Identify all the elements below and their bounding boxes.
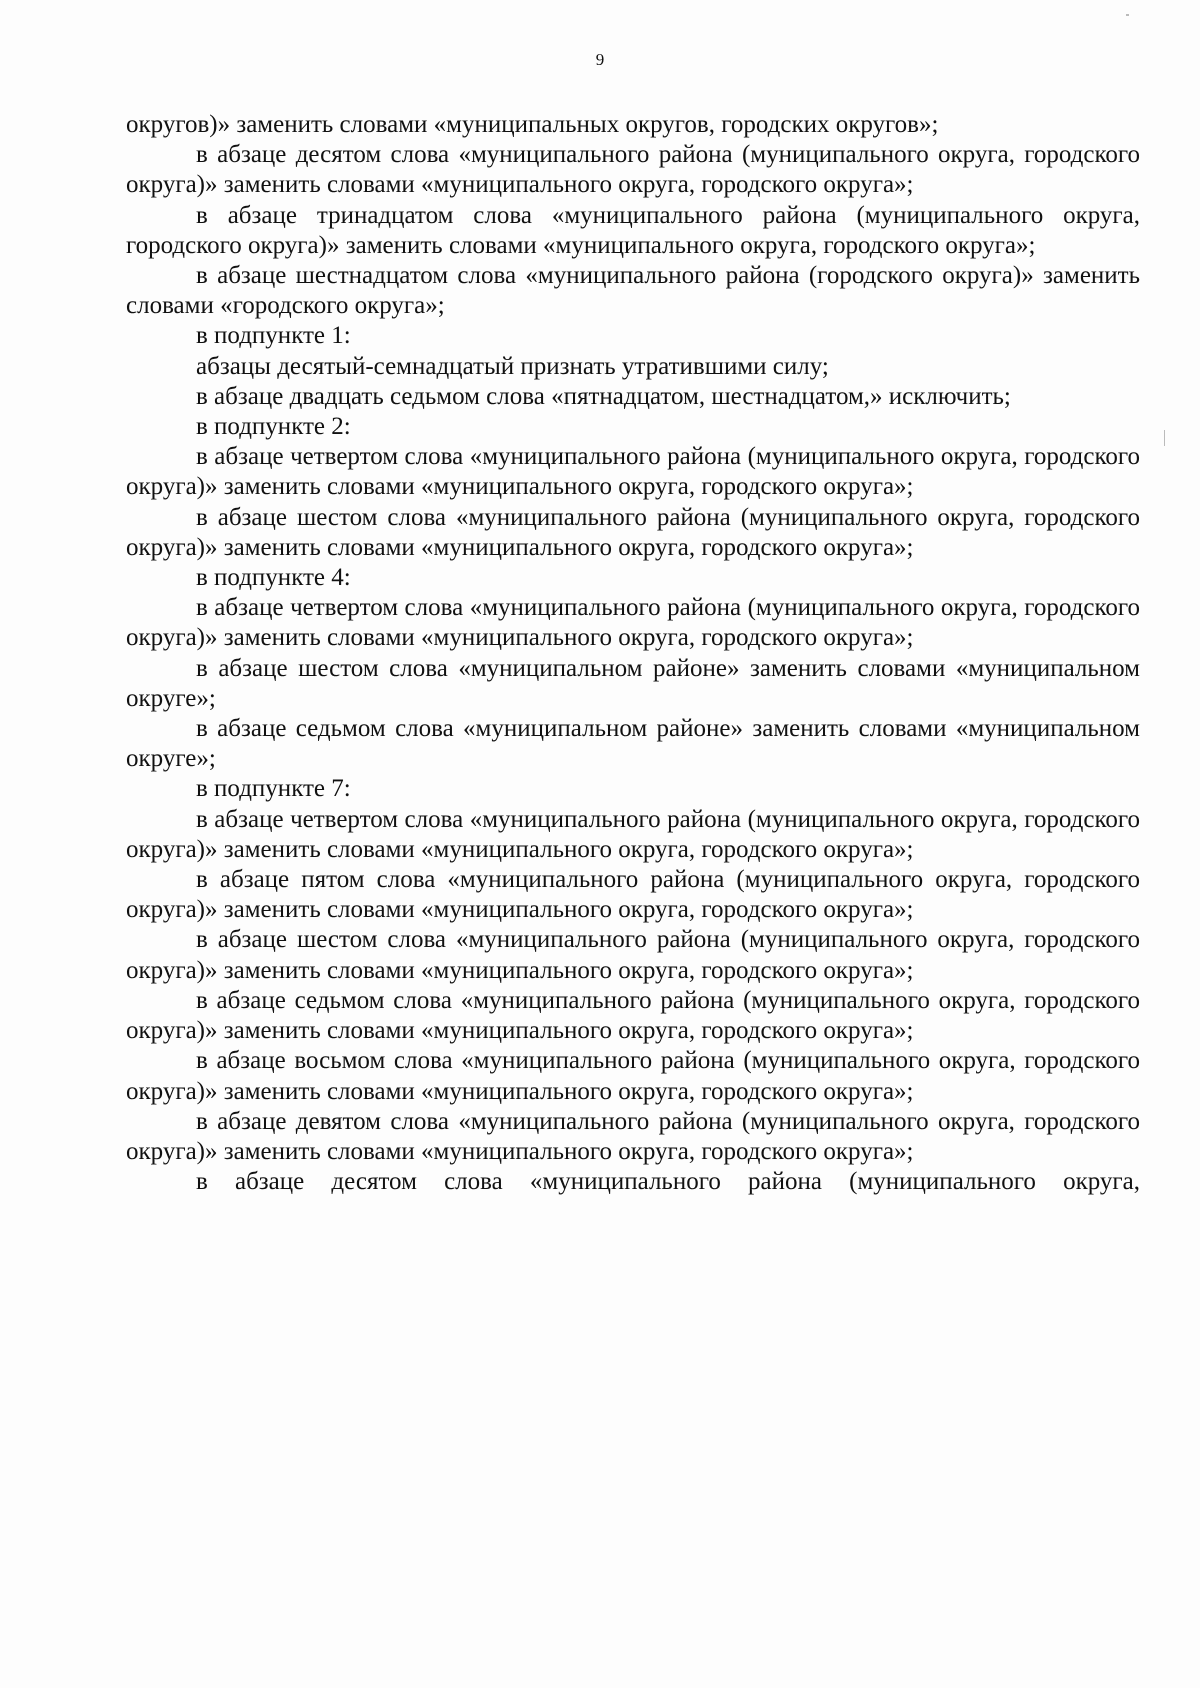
paragraph: в абзаце двадцать седьмом слова «пятнадцатом, шестнадцатом,» исключить; [196,382,1011,410]
paragraph: в абзаце десятом слова «муниципального района (муниципального округа, городского округа)» заменить словами «муниципального округа, городского округа»; [126,141,1140,199]
page-number: 9 [595,50,605,69]
paragraph: в подпункте 4: [196,564,351,592]
paragraph: в абзаце шестом слова «муниципальном районе» заменить словами «муниципальном округе»; [126,654,1140,712]
document-body [126,110,1140,1197]
paragraph: в абзаце седьмом слова «муниципальном районе» заменить словами «муниципальном округе»; [126,715,1140,773]
paragraph: в абзаце пятом слова «муниципального района (муниципального округа, городского округа)» заменить словами «муниципального округа, городского округа»; [126,866,1140,924]
paragraph: в подпункте 2: [196,413,351,441]
paragraph: в абзаце восьмом слова «муниципального района (муниципального округа, городского округа)» заменить словами «муниципального округа, городского округа»; [126,1047,1140,1105]
paragraph: в абзаце четвертом слова «муниципального района (муниципального округа, городского округа)» заменить словами «муниципального округа, городского округа»; [126,805,1140,863]
paragraph: в абзаце четвертом слова «муниципального района (муниципального округа, городского округа)» заменить словами «муниципального округа, городского округа»; [126,443,1140,501]
scan-speck [1126,14,1129,16]
paragraph: в подпункте 7: [196,775,351,803]
paragraph: в подпункте 1: [196,322,351,350]
paragraph: округов)» заменить словами «муниципальных округов, городских округов»; [126,111,939,138]
paragraph: в абзаце тринадцатом слова «муниципального района (муниципального округа, городского округа)» заменить словами «муниципального округа, городского округа»; [126,201,1140,259]
paragraph: в абзаце десятом слова «муниципального района (муниципального округа, [196,1168,1140,1196]
paragraph: в абзаце шестом слова «муниципального района (муниципального округа, городского округа)» заменить словами «муниципального округа, городского округа»; [126,926,1140,984]
paragraph: в абзаце четвертом слова «муниципального района (муниципального округа, городского округа)» заменить словами «муниципального округа, городского округа»; [126,594,1140,652]
paragraph: в абзаце шестом слова «муниципального района (муниципального округа, городского округа)» заменить словами «муниципального округа, городского округа»; [126,503,1140,561]
paragraph: в абзаце шестнадцатом слова «муниципального района (городского округа)» заменить словами «городского округа»; [126,262,1140,320]
scan-margin-mark [1164,430,1165,446]
paragraph: в абзаце девятом слова «муниципального района (муниципального округа, городского округа)» заменить словами «муниципального округа, городского округа»; [126,1107,1140,1165]
paragraph: в абзаце седьмом слова «муниципального района (муниципального округа, городского округа)» заменить словами «муниципального округа, городского округа»; [126,986,1140,1045]
paragraph: абзацы десятый-семнадцатый признать утратившими силу; [196,352,829,380]
